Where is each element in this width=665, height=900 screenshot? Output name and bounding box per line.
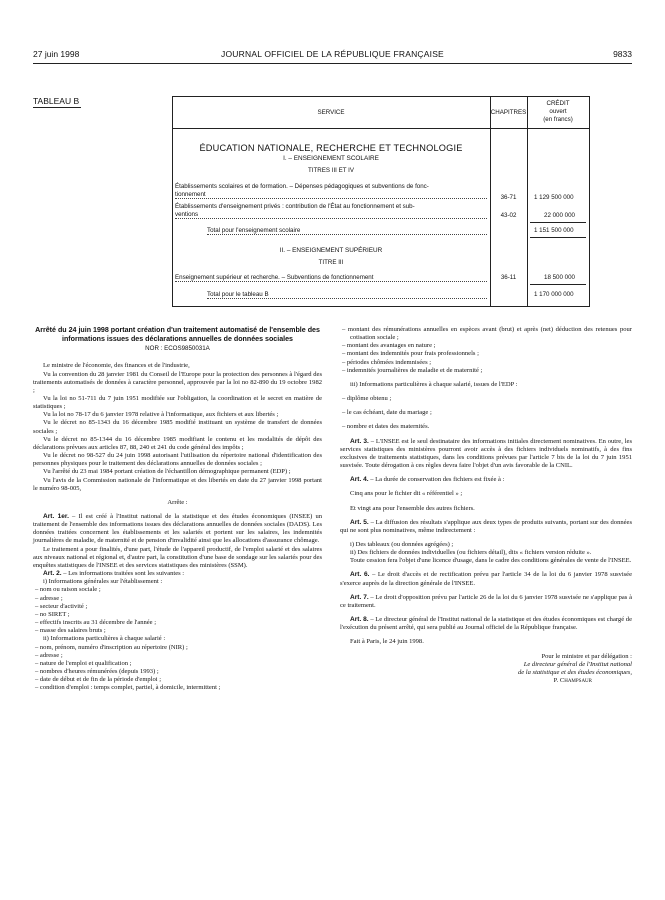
row1-chapitre: 36-71 [500, 194, 517, 201]
list-item: – le cas échéant, date du mariage ; [342, 409, 432, 417]
employee-info-heading: ii) Informations particulières à chaque salarié : [43, 635, 166, 643]
list-item: – nature de l'emploi et qualification ; [35, 659, 132, 667]
article-6 [340, 571, 632, 587]
article-1-label: Art. 1er. [43, 513, 69, 520]
list-item: – diplôme obtenu ; [342, 395, 392, 403]
list-item: – montant des avantages en nature ; [342, 342, 436, 350]
table-left-rule [172, 96, 173, 306]
decree-title: Arrêté du 24 juin 1998 portant création d'un traitement automatisé de l'ensemble des informations issues des déclarations annuelles de données sociales [35, 326, 320, 343]
credit-table [172, 96, 590, 306]
row3-credit: 18 500 000 [544, 274, 575, 281]
ministry-heading: ÉDUCATION NATIONALE, RECHERCHE ET TECHNOLOGIE [199, 143, 463, 153]
list-item: – montant des indemnités pour frais professionnels ; [342, 350, 479, 358]
list-item: – effectifs inscrits au 31 décembre de l'année ; [35, 619, 157, 627]
arrete-heading: Arrête : [167, 498, 188, 506]
article-2-text: – Les informations traitées sont les suivantes : [61, 570, 185, 578]
section2-heading: II. – ENSEIGNEMENT SUPÉRIEUR [279, 247, 383, 254]
article-3 [340, 438, 632, 471]
preamble-vu-2: Vu la loi no 51-711 du 7 juin 1951 modifiée sur l'obligation, la coordination et le secret en matière de statistiques ; [33, 394, 322, 411]
list-item: – secteur d'activité ; [35, 602, 88, 610]
table-bottom-rule [172, 306, 590, 307]
article-4-others: Et vingt ans pour l'ensemble des autres fichiers. [350, 504, 475, 512]
list-item: – nom ou raison sociale ; [35, 586, 101, 594]
signatory-name: P. Champsaur [553, 677, 592, 684]
list-item: – nom, prénom, numéro d'inscription au répertoire (NIR) ; [35, 643, 188, 651]
col-credit-header-3: (en francs) [543, 116, 573, 123]
list-item: – no SIRET ; [35, 610, 70, 618]
titres1-heading: TITRES III ET IV [308, 167, 354, 174]
col-credit-header-2: ouvert [549, 108, 567, 115]
total2-credit: 1 170 000 000 [534, 291, 574, 298]
list-item: – adresse ; [35, 651, 63, 659]
article-2 [33, 570, 322, 578]
preamble-vu-7: Vu l'arrêté du 23 mai 1984 portant création de l'échantillon démographique permanent (EDP) ; [43, 468, 291, 476]
row2-credit: 22 000 000 [544, 212, 575, 219]
row3-chapitre: 36-11 [500, 274, 517, 281]
list-item: – nombres d'heures rémunérées (depuis 1993) ; [35, 667, 159, 675]
article-2-label: Art. 2. [43, 570, 62, 578]
right-column [340, 326, 632, 685]
article-5-text: – La diffusion des résultats s'applique aux deux types de produits suivants, portant sur des données qui ne sont plus nominatives, même indirectement : [340, 518, 632, 534]
establishment-info-heading: i) Informations générales sur l'établissement : [43, 578, 163, 586]
preamble-vu-4: Vu le décret no 85-1343 du 16 décembre 1985 modifié instituant un système de transfert de données sociales ; [33, 419, 322, 435]
total1-credit: 1 151 500 000 [534, 227, 574, 234]
article-3-text: – L'INSEE est le seul destinataire des informations initiales directement nominatives. En outre, les services statistiques des ministères pourront avoir accès à des fichiers individuels nominatifs, à des fins exclusives de traitements statistiques, dans les conditions prévues par l'article 7 bis de la loi du 7 juin 1951 susvisée. Toute dérogation à ces règles devra faire l'objet d'un avis favorable de la CNIL. [340, 437, 632, 470]
list-item: – masse des salaires bruts ; [35, 627, 106, 635]
preamble-vu-3: Vu la loi no 78-17 du 6 janvier 1978 relative à l'informatique, aux fichiers et aux libertés ; [43, 411, 279, 419]
col-credit-header-1: CRÉDIT [546, 100, 570, 107]
total1-label: Total pour l'enseignement scolaire [207, 227, 487, 235]
article-5-label: Art. 5. [350, 518, 369, 526]
journal-title: JOURNAL OFFICIEL DE LA RÉPUBLIQUE FRANÇAISE [221, 49, 444, 59]
titres2-heading: TITRE III [318, 259, 344, 266]
article-1-text: – Il est créé à l'Institut national de la statistique et des études économiques (INSEE) un traitement de l'ensemble des informations issues des déclarations annuelles de données sociales (DADS). Les données traitées concernent les établissements et les salariés et portent sur les salaires, les indemnités journalières de maladie, de maternité et de pension d'invalidité ainsi que les allocations d'assurance chômage. [33, 513, 322, 545]
row2-label-line1: Établissements d'enseignement privés : contribution de l'État au fonctionnement et sub- [175, 203, 415, 210]
preamble-vu-5: Vu le décret no 85-1344 du 16 décembre 1985 modifiant le contenu et les modalités de dépôt des déclarations prévues aux articles 87, 88, 240 et 241 du code général des impôts ; [33, 435, 322, 451]
signature-title-1: Le directeur général de l'Institut national [523, 660, 632, 668]
row1-credit: 1 129 500 000 [534, 194, 574, 201]
article-7 [340, 594, 632, 610]
article-8 [340, 616, 632, 632]
article-7-label: Art. 7. [350, 593, 369, 601]
row3-label: Enseignement supérieur et recherche. – Subventions de fonctionnement [175, 274, 487, 282]
preamble-minister: Le ministre de l'économie, des finances et de l'industrie, [43, 362, 190, 370]
page-number: 9833 [613, 49, 632, 59]
article-1 [33, 513, 322, 546]
article-3-label: Art. 3. [350, 437, 369, 445]
article-6-label: Art. 6. [350, 571, 370, 579]
list-item: – nombre et dates des maternités. [342, 423, 430, 431]
table-right-rule [589, 96, 590, 306]
nor-reference: NOR : ECOS9850031A [145, 345, 210, 353]
article-7-text: – Le droit d'opposition prévu par l'article 26 de la loi du 6 janvier 1978 susvisée ne s'applique pas à ce traitement. [340, 593, 632, 609]
list-item: – périodes chômées indemnisées ; [342, 358, 432, 366]
signature-title-2: de la statistique et des études économiques, [517, 668, 632, 676]
col-chapitres-header: CHAPITRES [490, 109, 527, 116]
signature-delegation: Pour le ministre et par délégation : [541, 652, 632, 660]
article-5 [340, 519, 632, 535]
signature-place-date: Fait à Paris, le 24 juin 1998. [350, 638, 424, 646]
article-4-text: – La durée de conservation des fichiers est fixée à : [368, 476, 505, 484]
col-service-header: SERVICE [317, 109, 345, 116]
header-rule [33, 63, 632, 64]
article-4-referentiel: Cinq ans pour le fichier dit « référentiel » ; [350, 490, 463, 498]
total2-label: Total pour le tableau B [207, 291, 487, 299]
article-5-files: ii) Des fichiers de données individuelles (ou fichiers détail), dits « fichiers version réduite ». [350, 549, 592, 557]
list-item: – adresse ; [35, 594, 63, 602]
subtotal2-rule [530, 284, 586, 285]
article-4 [340, 476, 632, 484]
row2-label-line2: ventions [175, 211, 487, 219]
list-item: – montant des rémunérations annuelles en espèces avant (brut) et après (net) déduction des retenues pour cotisation sociale ; [342, 326, 632, 342]
article-5-licence: Toute cession fera l'objet d'une licence d'usage, dans le cadre des conditions générales de vente de l'INSEE. [350, 557, 632, 565]
list-item: – date de début et de fin de la période d'emploi ; [35, 676, 162, 684]
article-1-purpose: Le traitement a pour finalités, d'une part, l'étude de l'appareil productif, de l'emploi salarié et des salaires aux niveaux national et régional et, d'autre part, la constitution d'une base de sondage sur les salariés pour des enquêtes statistiques de l'INSEE et des services statistiques des ministères (SSM). [33, 545, 322, 569]
preamble-vu-1: Vu la convention du 28 janvier 1981 du Conseil de l'Europe pour la protection des personnes à l'égard des traitements automatisés de données à caractère personnel, approuvée par la loi no 82-890 du 19 octobre 1982 ; [33, 370, 322, 394]
article-6-text: – Le droit d'accès et de rectification prévu par l'article 34 de la loi du 6 janvier 1978 susvisée s'exerce auprès de la direction générale de l'INSEE. [340, 571, 632, 587]
article-8-label: Art. 8. [350, 616, 369, 624]
row2-chapitre: 43-02 [500, 212, 517, 219]
section1-heading: I. – ENSEIGNEMENT SCOLAIRE [283, 155, 379, 162]
header-date: 27 juin 1998 [33, 49, 80, 59]
total1-rule [530, 237, 586, 238]
article-5-tables: i) Des tableaux (ou données agrégées) ; [350, 540, 454, 548]
article-8-text: – Le directeur général de l'Institut national de la statistique et des études économiques est chargé de l'exécution du présent arrêté, qui sera publié au Journal officiel de la République française. [340, 616, 632, 632]
list-item: – condition d'emploi : temps complet, partiel, à domicile, intermittent ; [35, 684, 221, 692]
table-label: TABLEAU B [33, 96, 80, 106]
list-item: – indemnités journalières de maladie et de maternité ; [342, 366, 483, 374]
left-column [33, 326, 322, 692]
preamble-vu-6: Vu le décret no 98-527 du 24 juin 1998 autorisant l'utilisation du répertoire national d'identification des personnes physiques pour le traitement des déclarations annuelles de données sociales ; [33, 452, 322, 468]
article-4-label: Art. 4. [350, 476, 369, 484]
edp-info-heading: iii) Informations particulières à chaque salarié, issues de l'EDP : [350, 380, 518, 388]
table-col-rule-2 [527, 96, 528, 306]
row1-label-line1: Établissements scolaires et de formation. – Dépenses pédagogiques et subventions de fonc- [175, 183, 429, 190]
row1-label-line2: tionnement [175, 191, 487, 199]
preamble-vu-8: Vu l'avis de la Commission nationale de l'informatique et des libertés en date du 27 janvier 1998 portant le numéro 98-005, [33, 476, 322, 492]
subtotal1-rule [530, 222, 586, 223]
